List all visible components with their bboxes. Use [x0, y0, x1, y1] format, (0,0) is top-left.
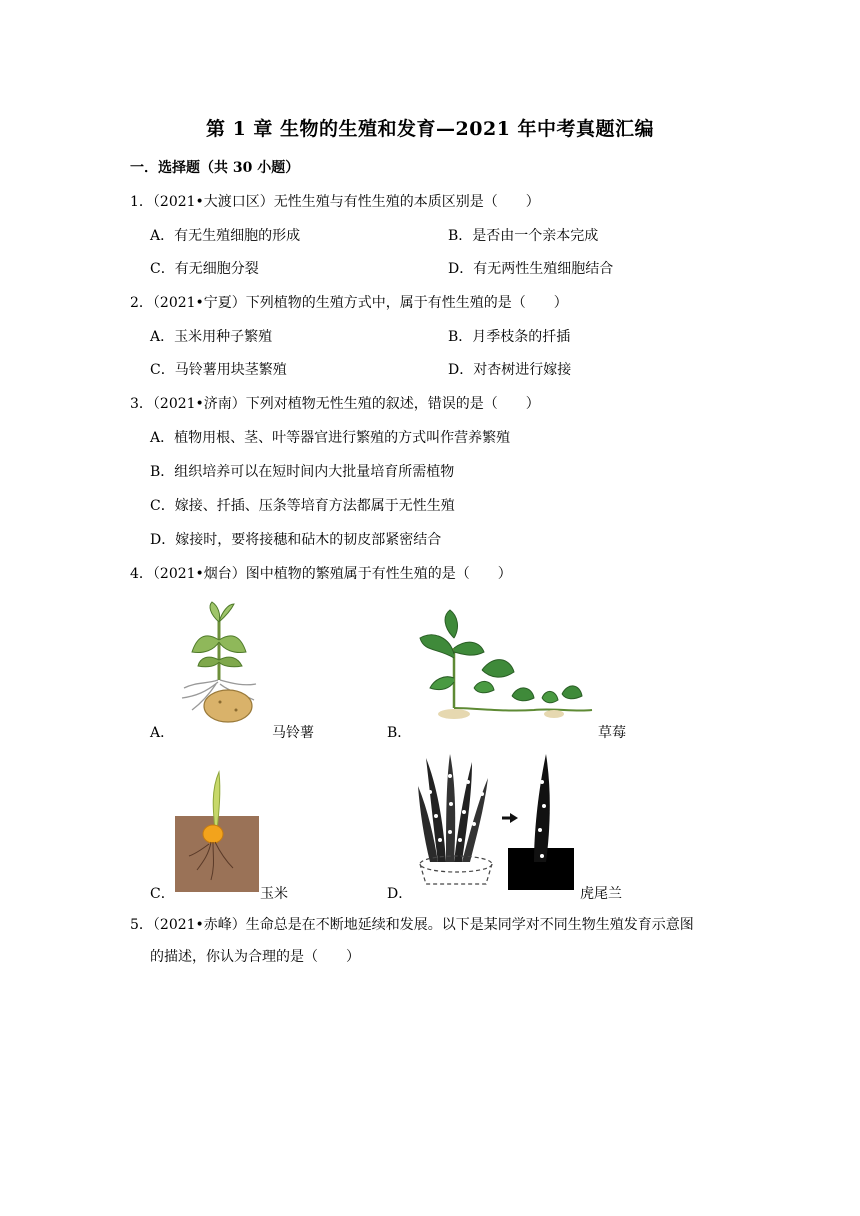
figure-a-caption: 马铃薯	[272, 725, 314, 741]
question-1-stem: 1．（2021•大渡口区）无性生殖与有性生殖的本质区别是（ ）	[130, 194, 540, 210]
question-5-stem-line2: 的描述，你认为合理的是（ ）	[150, 949, 360, 965]
potato-plant-image	[178, 600, 260, 726]
question-2-stem: 2．（2021•宁夏）下列植物的生殖方式中，属于有性生殖的是（ ）	[130, 295, 568, 311]
figure-c-letter[interactable]: C．	[150, 886, 175, 902]
question-2-option-b[interactable]: B．月季枝条的扦插	[448, 329, 571, 345]
question-1-option-a[interactable]: A．有无生殖细胞的形成	[150, 228, 301, 244]
question-4-stem: 4．（2021•烟台）图中植物的繁殖属于有性生殖的是（ ）	[130, 566, 512, 582]
question-2-option-d[interactable]: D．对杏树进行嫁接	[448, 362, 572, 378]
page-title: 第 1 章 生物的生殖和发育—2021 年中考真题汇编	[205, 118, 655, 140]
question-1-option-b[interactable]: B．是否由一个亲本完成	[448, 228, 599, 244]
figure-c-caption: 玉米	[260, 886, 288, 902]
question-5-stem-line1: 5．（2021•赤峰）生命总是在不断地延续和发展。以下是某同学对不同生物生殖发育示意图	[130, 917, 694, 933]
question-3-option-d[interactable]: D．嫁接时，要将接穗和砧木的韧皮部紧密结合	[150, 532, 442, 548]
strawberry-plant-image	[414, 608, 600, 728]
question-1-option-d[interactable]: D．有无两性生殖细胞结合	[448, 261, 614, 277]
question-1-option-c[interactable]: C．有无细胞分裂	[150, 261, 259, 277]
question-3-option-a[interactable]: A．植物用根、茎、叶等器官进行繁殖的方式叫作营养繁殖	[150, 430, 511, 446]
figure-b-letter[interactable]: B．	[387, 725, 412, 741]
section-heading: 一．选择题（共 30 小题）	[130, 160, 300, 176]
question-2-option-c[interactable]: C．马铃薯用块茎繁殖	[150, 362, 287, 378]
figure-a-letter[interactable]: A．	[150, 725, 175, 741]
snake-plant-image	[416, 752, 578, 892]
question-2-option-a[interactable]: A．玉米用种子繁殖	[150, 329, 273, 345]
question-3-option-b[interactable]: B．组织培养可以在短时间内大批量培育所需植物	[150, 464, 455, 480]
question-3-stem: 3．（2021•济南）下列对植物无性生殖的叙述，错误的是（ ）	[130, 396, 540, 412]
corn-seedling-image	[175, 770, 259, 892]
figure-d-letter[interactable]: D．	[387, 886, 413, 902]
question-3-option-c[interactable]: C．嫁接、扦插、压条等培育方法都属于无性生殖	[150, 498, 455, 514]
figure-d-caption: 虎尾兰	[580, 886, 622, 902]
figure-b-caption: 草莓	[598, 725, 626, 741]
